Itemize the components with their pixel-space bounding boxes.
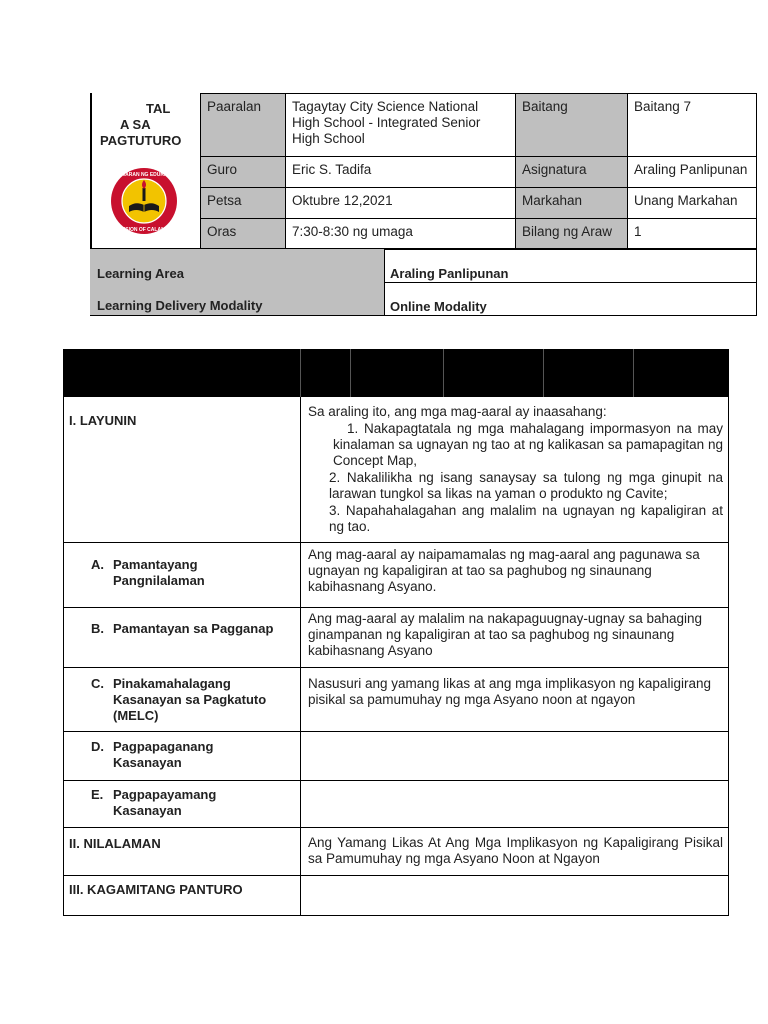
bilang-ng-araw-label: Bilang ng Araw <box>522 224 613 239</box>
nilalaman-label: II. NILALAMAN <box>69 836 161 851</box>
svg-text:KAGAWARAN NG EDUKASYON: KAGAWARAN NG EDUKASYON <box>106 172 182 178</box>
layunin-intro: Sa araling ito, ang mga mag-aaral ay inaasahang: <box>308 404 607 419</box>
paaralan-value: Tagaytay City Science National High School - Integrated Senior High School <box>292 99 481 146</box>
pagpapayamang-kasanayan-label <box>91 787 296 819</box>
title-line-3: PAGTUTURO <box>100 133 182 148</box>
learning-area-table <box>90 249 757 316</box>
lesson-plan-table <box>63 349 729 916</box>
melc-label <box>91 676 296 724</box>
markahan-label: Markahan <box>522 193 583 208</box>
row-letter: B. <box>91 621 104 636</box>
pamantayan-sa-pagganap-label <box>91 621 296 637</box>
pamantayan-sa-pagganap-value: Ang mag-aaral ay malalim na nakapaguugnay-ugnay sa bahaging ginampanan ng kapaligiran at tao sa paghubog ng sinaunang kabihasnang Asyano <box>308 611 703 658</box>
row-label: Pagpapayamang Kasanayan <box>113 787 217 818</box>
row-letter: D. <box>91 739 104 754</box>
melc-value: Nasusuri ang yamang likas at ang mga implikasyon ng kapaligirang pisikal sa pamumuhay ng mga Asyano noon at ngayon <box>308 676 711 707</box>
row-letter: E. <box>91 787 104 802</box>
lesson-plan-title <box>92 101 198 149</box>
modality-value: Online Modality <box>390 299 487 314</box>
petsa-label: Petsa <box>207 193 242 208</box>
asignatura-value: Araling Panlipunan <box>634 162 748 177</box>
modality-label: Learning Delivery Modality <box>97 298 263 313</box>
pagpapaganang-kasanayan-label <box>91 739 296 771</box>
row-label: Pagpapaganang Kasanayan <box>113 739 214 770</box>
row-letter: C. <box>91 676 104 691</box>
paaralan-label: Paaralan <box>207 99 262 114</box>
school-seal-icon <box>105 166 183 236</box>
pamantayang-pangnilalaman-value: Ang mag-aaral ay naipamamalas ng mag-aaral ang pagunawa sa ugnayan ng kapaligiran at tao sa paghubog ng sinaunang kabihasnang Asyano. <box>308 547 700 594</box>
markahan-value: Unang Markahan <box>634 193 738 208</box>
layunin-item-1: 1. Nakapagtatala ng mga mahalagang impormasyon na may kinalaman sa ugnayan ng tao at ng kalikasan sa pamapagitan ng Concept Map, <box>333 421 723 468</box>
row-label: Pinakamahalagang Kasanayan sa Pagkatuto (MELC) <box>113 676 267 723</box>
nilalaman-value: Ang Yamang Likas At Ang Mga Implikasyon ng Kapaligirang Pisikal sa Pamumuhay ng mga Asyano Noon at Ngayon <box>308 835 723 866</box>
row-label: Pamantayang Pangnilalaman <box>113 557 205 588</box>
learning-area-value: Araling Panlipunan <box>390 266 509 281</box>
oras-value: 7:30-8:30 ng umaga <box>292 224 413 239</box>
baitang-value: Baitang 7 <box>634 99 692 114</box>
row-letter: A. <box>91 557 104 572</box>
asignatura-label: Asignatura <box>522 162 587 177</box>
guro-value: Eric S. Tadifa <box>292 162 372 177</box>
svg-text:DIVISION OF CALAMBA: DIVISION OF CALAMBA <box>115 227 173 233</box>
pamantayang-pangnilalaman-label <box>91 557 291 589</box>
row-label: Pamantayan sa Pagganap <box>113 621 274 636</box>
title-line-1: TAL <box>146 101 171 116</box>
title-line-2: A SA <box>120 117 151 132</box>
petsa-value: Oktubre 12,2021 <box>292 193 393 208</box>
layunin-label: I. LAYUNIN <box>69 413 137 428</box>
layunin-item-2: 2. Nakalilikha ng isang sanaysay sa tulong ng mga ginupit na larawan tungkol sa likas na yaman o produkto ng Cavite; <box>329 470 723 501</box>
guro-label: Guro <box>207 162 238 177</box>
table-header-band <box>63 349 729 397</box>
layunin-item-3: 3. Napahahalagahan ang malalim na ugnayan ng kapaligiran at ng tao. <box>329 503 723 534</box>
oras-label: Oras <box>207 224 237 239</box>
kagamitan-label: III. KAGAMITANG PANTURO <box>69 882 243 897</box>
bilang-ng-araw-value: 1 <box>634 224 642 239</box>
lesson-header-table <box>90 93 757 249</box>
baitang-label: Baitang <box>522 99 568 114</box>
learning-area-label: Learning Area <box>97 266 184 281</box>
